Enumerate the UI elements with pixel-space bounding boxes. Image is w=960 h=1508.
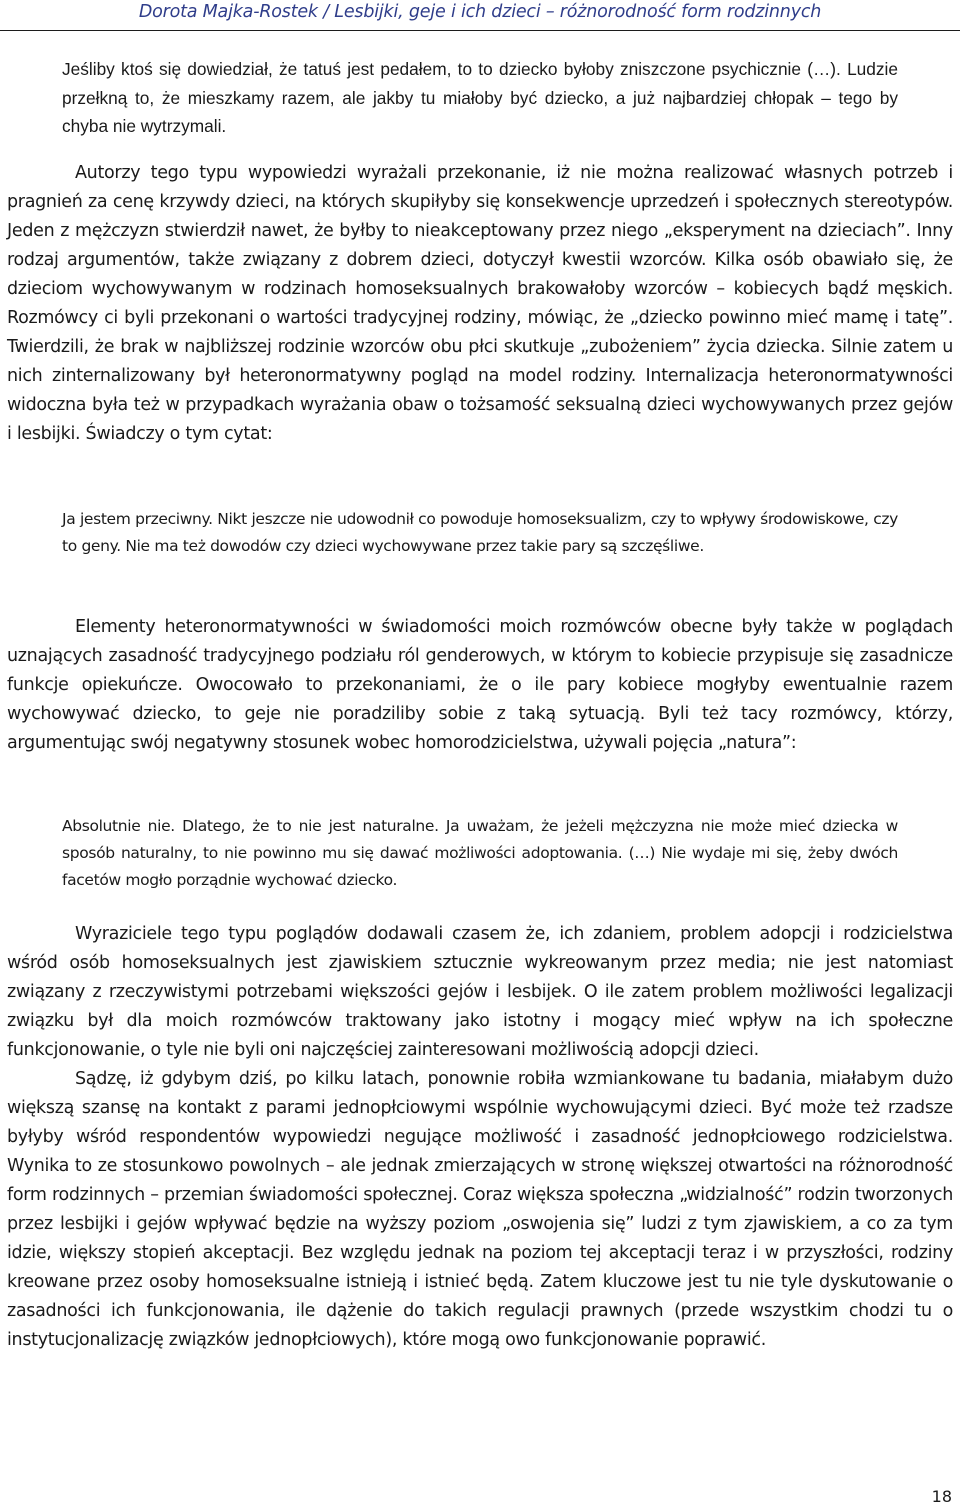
interview-quote-3: Absolutnie nie. Dlatego, że to nie jest naturalne. Ja uważam, że jeżeli mężczyzna nie może mieć dziecka w sposób naturalny, to nie powinno mu się dawać możliwości adoptowania. (…) Nie wydaje mi się, żeby dwóch facetów mogło porządnie wychować dziecko. — [62, 817, 898, 889]
body-section-2 — [7, 613, 953, 758]
body-paragraph-1: Autorzy tego typu wypowiedzi wyrażali przekonanie, iż nie można realizować własnych potrzeb i pragnień za cenę krzywdy dzieci, na których skupiłyby się konsekwencje uprzedzeń i społecznych stereotypów. Jeden z mężczyzn stwierdził nawet, że byłby to nieakceptowany przez niego „eksperyment na dzieciach”. Inny rodzaj argumentów, także związany z dobrem dzieci, dotyczył kwestii wzorców. Kilka osób obawiało się, że dzieciom wychowywanym w rodzinach homoseksualnych brakowałoby wzorców – kobiecych bądź męskich. Rozmówcy ci byli przekonani o wartości tradycyjnej rodziny, mówiąc, że „dziecko powinno mieć mamę i tatę”. Twierdzili, że brak w najbliższej rodzinie wzorców obu płci skutkuje „zubożeniem” życia dziecka. Silnie zatem u nich zinternalizowany był heteronormatywny pogląd na model rodziny. Internalizacja heteronormatywności widoczna była też w przypadkach wyrażania obaw o tożsamość seksualną dzieci wychowywanych przez gejów i lesbijki. Świadczy o tym cytat: — [7, 163, 953, 444]
body-paragraph-3: Wyraziciele tego typu poglądów dodawali czasem że, ich zdaniem, problem adopcji i rodzicielstwa wśród osób homoseksualnych jest zjawiskiem sztucznie wykreowanym przez media; nie jest natomiast związany z rzeczywistymi potrzebami większości gejów i lesbijek. O ile zatem problem możliwości legalizacji związku był dla moich rozmówców traktowany jako istotny i mogący mieć wpływ na ich społeczne funkcjonowanie, o tyle nie byli oni najczęściej zainteresowani możliwością adopcji dzieci. — [7, 924, 953, 1060]
body-paragraph-4: Sądzę, iż gdybym dziś, po kilku latach, ponownie robiła wzmiankowane tu badania, miałabym dużo większą szansę na kontakt z parami jednopłciowymi wspólnie wychowującymi dzieci. Być może też rzadsze byłyby wśród respondentów wypowiedzi negujące możliwość i zasadność jednopłciowego rodzicielstwa. Wynika to ze stosunkowo powolnych – ale jednak zmierzających w stronę większej otwartości na różnorodność form rodzinnych – przemian świadomości społecznej. Coraz większa społeczna „widzialność” rodzin tworzonych przez lesbijki i gejów wpływać będzie na wyższy poziom „oswojenia się” ludzi z tym zjawiskiem, a co za tym idzie, większy stopień akceptacji. Bez względu jednak na poziom tej akceptacji teraz i w przyszłości, rodziny kreowane przez osoby homoseksualne istnieją i istnieć będą. Zatem kluczowe jest tu nie tyle dyskutowanie o zasadności ich funkcjonowania, ile dążenie do takich regulacji prawnych (przede wszystkim chodzi tu o instytucjonalizację związków jednopłciowych), które mogą owo funkcjonowanie poprawić. — [7, 1069, 953, 1350]
body-section-1 — [7, 159, 953, 449]
interview-quote-1: Jeśliby ktoś się dowiedział, że tatuś jest pedałem, to to dziecko byłoby zniszczone psychicznie (…). Ludzie przełkną to, że mieszkamy razem, ale jakby tu miałoby być dziecko, a już najbardziej chłopak – tego by chyba nie wytrzymali. — [62, 59, 898, 137]
interview-quote-2: Ja jestem przeciwny. Nikt jeszcze nie udowodnił co powoduje homoseksualizm, czy to wpływy środowiskowe, czy to geny. Nie ma też dowodów czy dzieci wychowywane przez takie pary są szczęśliwe. — [62, 510, 898, 555]
header-divider — [0, 30, 960, 31]
running-header-title: Dorota Majka-Rostek / Lesbijki, geje i ich dzieci – różnorodność form rodzinnych — [138, 2, 822, 22]
body-paragraph-2: Elementy heteronormatywności w świadomości moich rozmówców obecne były także w poglądach uznających zasadność tradycyjnego podziału ról genderowych, w którym to kobiecie przypisuje się zasadnicze funkcje opiekuńcze. Owocowało to przekonaniami, że o ile pary kobiece mogłyby ewentualnie razem wychowywać dziecko, to geje nie poradziliby sobie z taką sytuacją. Byli też tacy rozmówcy, którzy, argumentując swój negatywny stosunek wobec homorodzicielstwa, używali pojęcia „natura”: — [7, 617, 953, 753]
page-number: 18 — [931, 1487, 952, 1506]
body-section-3 — [7, 920, 953, 1355]
